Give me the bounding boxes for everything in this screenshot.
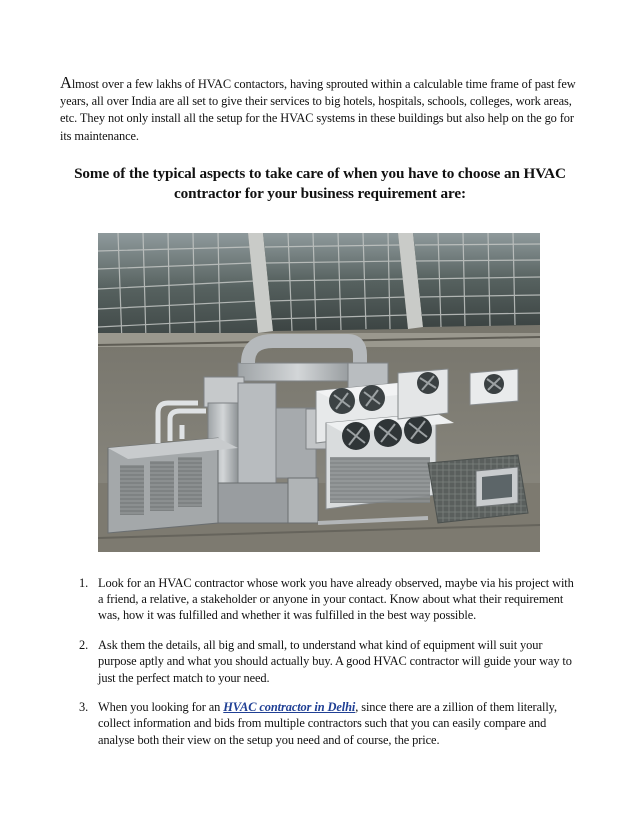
list-item: [60, 637, 580, 686]
steps-list: [60, 575, 580, 761]
list-item-text: Look for an HVAC contractor whose work you have already observed, maybe via his project with a friend, a relative, a stakeholder or anyone in your contact. Know about what their requirement was, how it was fulfilled and whether it was fulfilled in the best way possible.: [98, 576, 574, 623]
intro-dropcap: A: [60, 73, 72, 92]
list-item-text-after: , since there are a zillion of them literally, collect information and bids from multiple contractors such that you can easily compare and analyse both their view on the setup you need and of course, the price.: [98, 700, 557, 747]
intro-paragraph: [60, 74, 580, 145]
rooftop-hvac-photo: [98, 233, 540, 552]
intro-text: lmost over a few lakhs of HVAC contactors, having sprouted within a calculable time frame of past few years, all over India are all set to give their services to big hotels, hospitals, schools, colleges, work areas, etc. They not only install all the setup for the HVAC systems in these buildings but also help on the go for its maintenance.: [60, 77, 576, 143]
list-item-text: Ask them the details, all big and small, to understand what kind of equipment will suit your purpose aptly and what you should actually buy. A good HVAC contractor will guide your way to just the perfect match to your need.: [98, 638, 572, 685]
list-item: [60, 699, 580, 748]
list-item-number: 3.: [79, 700, 89, 715]
list-item-number: 1.: [79, 576, 89, 590]
list-item-number: 2.: [79, 638, 89, 653]
hvac-contractor-link[interactable]: HVAC contractor in Delhi: [223, 700, 356, 715]
list-item: [60, 575, 580, 624]
rooftop-hvac-units-photo-icon: [98, 233, 540, 552]
list-item-text-before: When you looking for an: [98, 700, 224, 715]
section-heading: Some of the typical aspects to take care of when you have to choose an HVAC contractor for your business requirement are:: [74, 165, 566, 202]
